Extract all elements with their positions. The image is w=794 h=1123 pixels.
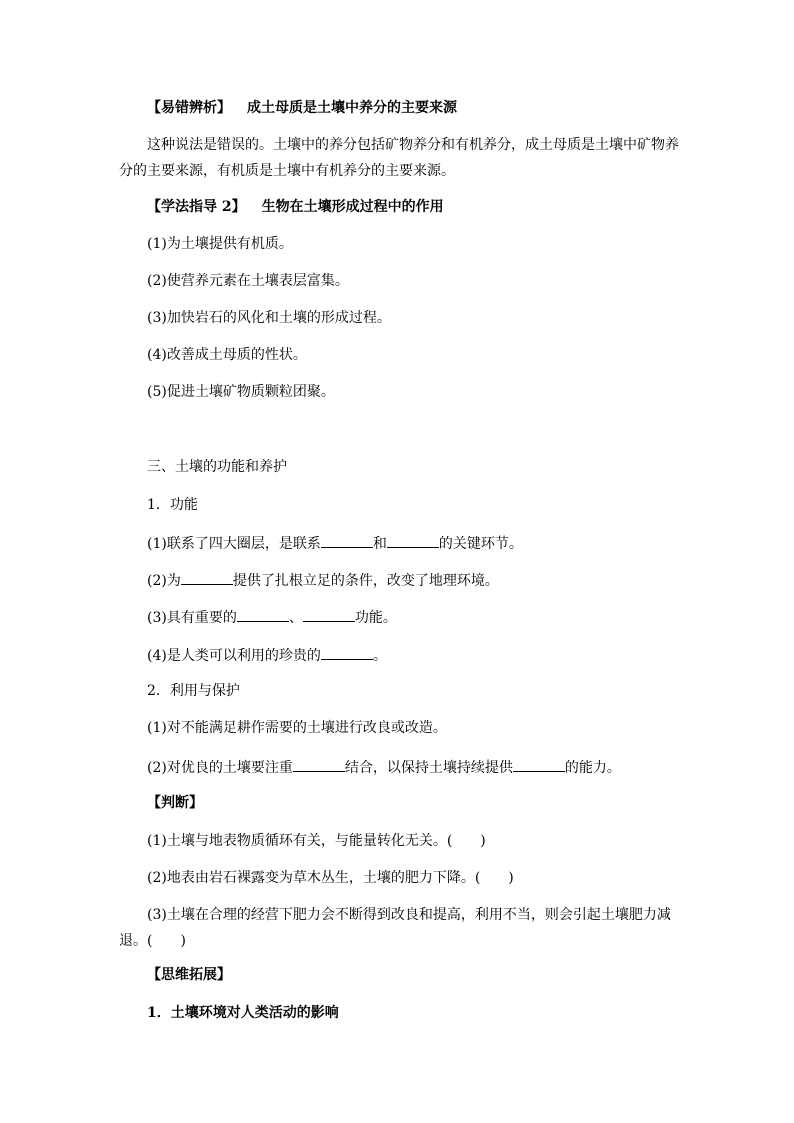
judge-item-2: (2)地表由岩石裸露变为草木丛生，土壤的肥力下降。( ) [147,870,514,886]
siwei-heading: 【思维拓展】 [147,967,231,983]
function-subheading: 1．功能 [147,497,198,513]
answer-blank[interactable] [513,759,565,772]
section-three-heading: 三、土壤的功能和养护 [147,459,287,475]
function-item-4: (4)是人类可以利用的珍贵的 。 [147,648,387,664]
xuefa-item: (2)使营养元素在土壤表层富集。 [147,273,349,289]
answer-blank[interactable] [181,572,233,585]
judge-item-3: (3)土壤在合理的经营下肥力会不断得到改良和提高，利用不当，则会引起土壤肥力减退。( ) [119,907,671,949]
answer-blank[interactable] [293,759,345,772]
xuefa-title: 生物在土壤形成过程中的作用 [261,199,444,215]
answer-blank[interactable] [321,647,373,660]
siwei-subheading: 1．土壤环境对人类活动的影响 [147,1005,339,1021]
answer-blank[interactable] [321,535,373,548]
yicuo-title: 成土母质是土壤中养分的主要来源 [247,100,457,116]
use-item-2: (2)对优良的土壤要注重 结合，以保持土壤持续提供 的能力。 [147,760,621,776]
xuefa-heading [147,200,444,214]
yicuo-body: 这种说法是错误的。土壤中的养分包括矿物养分和有机养分，成土母质是土壤中矿物养分的主要来源，有机质是土壤中有机养分的主要来源。 [119,137,679,179]
xuefa-item: (4)改善成土母质的性状。 [147,347,307,363]
panduan-heading: 【判断】 [147,795,203,811]
xuefa-item: (1)为土壤提供有机质。 [147,236,293,252]
judge-item-1: (1)土壤与地表物质循环有关，与能量转化无关。( ) [147,833,486,849]
use-item-1: (1)对不能满足耕作需要的土壤进行改良或改造。 [147,720,447,736]
xuefa-item: (3)加快岩石的风化和土壤的形成过程。 [147,310,391,326]
function-item-2: (2)为 提供了扎根立足的条件，改变了地理环境。 [147,573,499,589]
answer-blank[interactable] [303,609,355,622]
yicuo-heading [147,101,457,115]
function-item-1: (1)联系了四大圈层，是联系 和 的关键环节。 [147,536,523,552]
function-item-3: (3)具有重要的 、 功能。 [147,610,397,626]
xuefa-tag: 【学法指导 2】 [147,199,246,215]
use-protect-subheading: 2．利用与保护 [147,683,240,699]
answer-blank[interactable] [237,609,289,622]
xuefa-item: (5)促进土壤矿物质颗粒团聚。 [147,384,335,400]
answer-blank[interactable] [387,535,439,548]
yicuo-tag: 【易错辨析】 [147,100,231,116]
